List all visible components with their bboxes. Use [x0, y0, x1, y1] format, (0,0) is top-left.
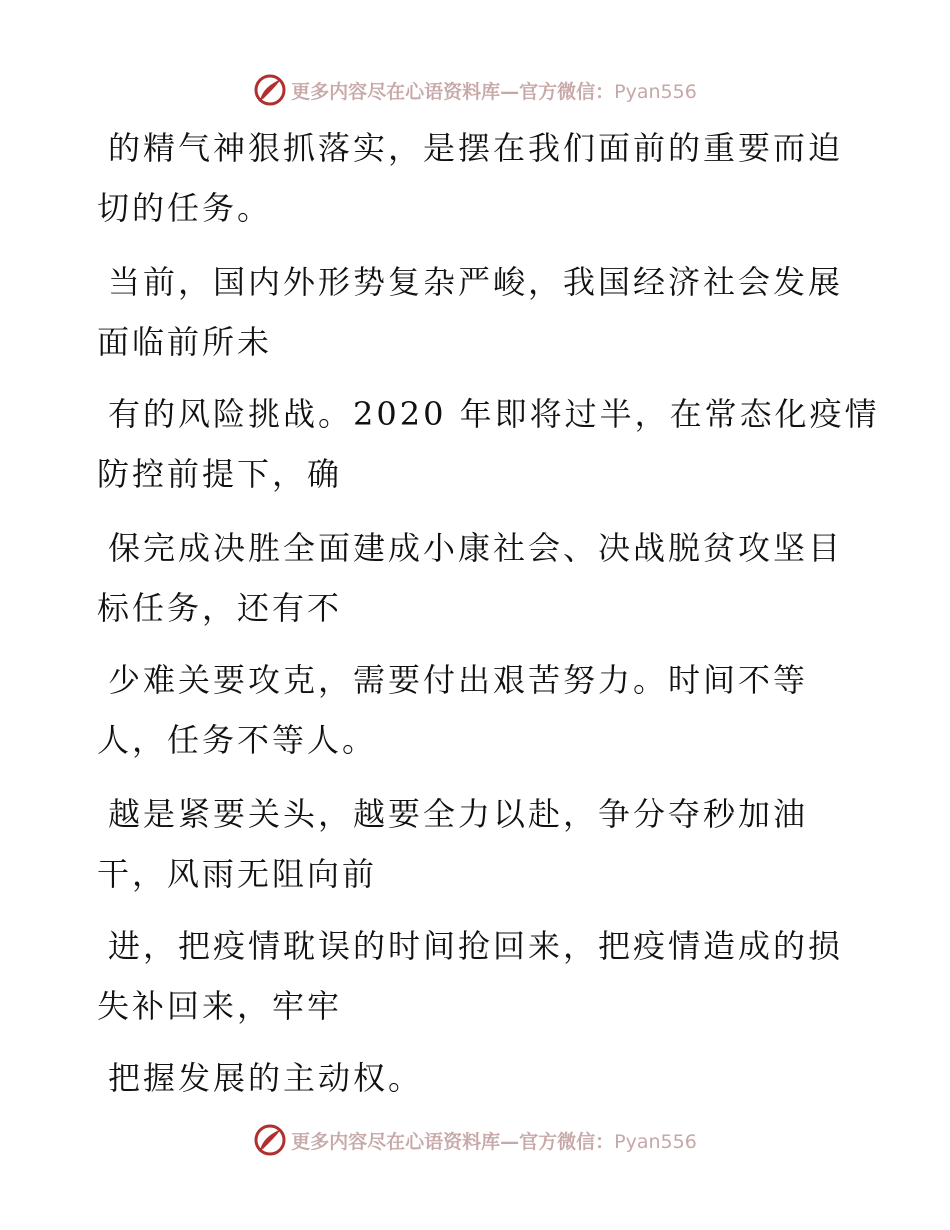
- header-banner-wechat-id: Pyan556: [614, 80, 697, 103]
- paragraph-2: [97, 252, 877, 372]
- paragraph-line: 当前，国内外形势复杂严峻，我国经济社会发展: [108, 263, 844, 301]
- paragraph-6: [97, 784, 877, 904]
- paragraph-line: 防控前提下，确: [97, 455, 343, 493]
- footer-banner-wechat-id: Pyan556: [614, 1130, 697, 1153]
- paragraph-line: 少难关要攻克，需要付出艰苦努力。时间不等: [108, 661, 809, 699]
- header-banner-cn: 更多内容尽在心语资料库—官方微信：: [291, 80, 615, 103]
- paragraph-1: [97, 118, 877, 238]
- paragraph-line: 保完成决胜全面建成小康社会、决战脱贫攻坚目: [108, 529, 844, 567]
- footer-banner: [0, 1120, 950, 1160]
- paragraph-3: [97, 384, 880, 504]
- footer-banner-cn: 更多内容尽在心语资料库—官方微信：: [291, 1130, 615, 1153]
- header-banner-text: [291, 77, 697, 104]
- paragraph-line: 失补回来，牢牢: [97, 987, 343, 1025]
- paragraph-7: [97, 916, 877, 1036]
- paragraph-line: 的精气神狠抓落实，是摆在我们面前的重要而迫: [108, 129, 844, 167]
- paragraph-line: 人，任务不等人。: [97, 721, 378, 759]
- paragraph-line: 切的任务。: [97, 189, 273, 227]
- paragraph-8: [97, 1048, 877, 1108]
- paragraph-line: 干，风雨无阻向前: [97, 855, 378, 893]
- paragraph-line: 把握发展的主动权。: [108, 1059, 424, 1097]
- paragraph-line: 面临前所未: [97, 323, 273, 361]
- header-banner: [0, 70, 950, 110]
- footer-banner-text: [291, 1127, 697, 1154]
- paragraph-line: 进，把疫情耽误的时间抢回来，把疫情造成的损: [108, 927, 844, 965]
- brush-pen-logo-icon: [253, 73, 287, 107]
- brush-pen-logo-icon: [253, 1123, 287, 1157]
- paragraph-line: 有的风险挑战。2020 年即将过半，在常态化疫情: [108, 395, 880, 433]
- paragraph-5: [97, 650, 877, 770]
- paragraph-line: 标任务，还有不: [97, 589, 343, 627]
- paragraph-line: 越是紧要关头，越要全力以赴，争分夺秒加油: [108, 795, 809, 833]
- paragraph-4: [97, 518, 877, 638]
